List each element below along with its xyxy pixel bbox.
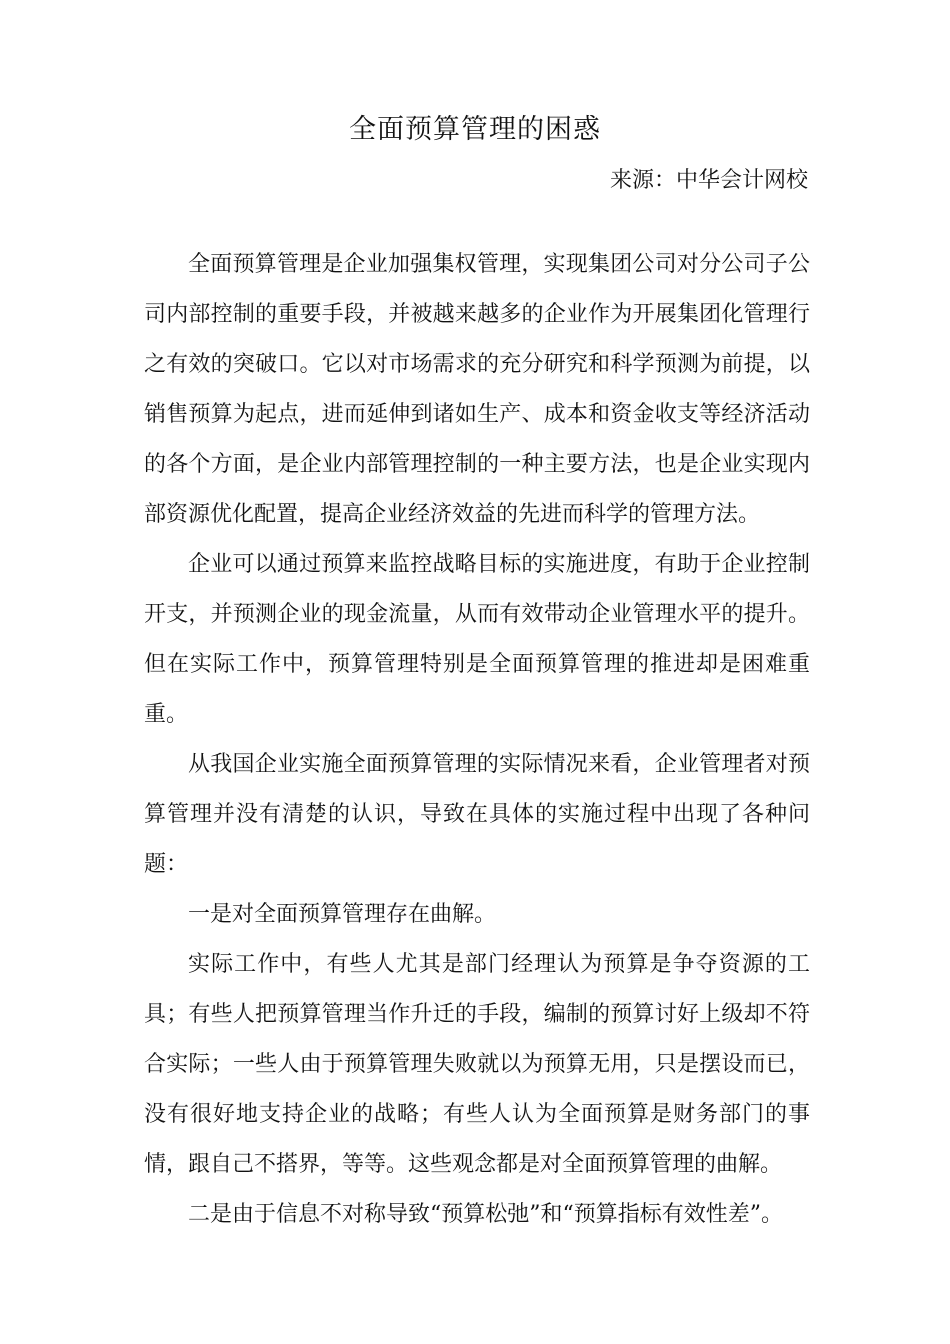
paragraph: 企业可以通过预算来监控战略目标的实施进度，有助于企业控制开支，并预测企业的现金流量，从而有效带动企业管理水平的提升。但在实际工作中，预算管理特别是全面预算管理的推进却是困难重重。 — [144, 552, 810, 727]
document-body — [144, 240, 810, 1240]
paragraph: 实际工作中，有些人尤其是部门经理认为预算是争夺资源的工具；有些人把预算管理当作升迁的手段，编制的预算讨好上级却不符合实际；一些人由于预算管理失败就以为预算无用，只是摆设而已，没有很好地支持企业的战略；有些人认为全面预算是财务部门的事情，跟自己不搭界，等等。这些观念都是对全面预算管理的曲解。 — [144, 952, 810, 1177]
paragraph: 二是由于信息不对称导致“预算松弛”和“预算指标有效性差”。 — [188, 1202, 783, 1227]
document-title: 全面预算管理的困惑 — [349, 114, 601, 145]
paragraph: 全面预算管理是企业加强集权管理，实现集团公司对分公司子公司内部控制的重要手段，并被越来越多的企业作为开展集团化管理行之有效的突破口。它以对市场需求的充分研究和科学预测为前提，以销售预算为起点，进而延伸到诸如生产、成本和资金收支等经济活动的各个方面，是企业内部管理控制的一种主要方法，也是企业实现内部资源优化配置，提高企业经济效益的先进而科学的管理方法。 — [144, 252, 810, 527]
paragraph: 从我国企业实施全面预算管理的实际情况来看，企业管理者对预算管理并没有清楚的认识，导致在具体的实施过程中出现了各种问题： — [144, 752, 810, 877]
document-source: 来源：中华会计网校 — [609, 168, 808, 193]
paragraph: 一是对全面预算管理存在曲解。 — [188, 902, 497, 927]
